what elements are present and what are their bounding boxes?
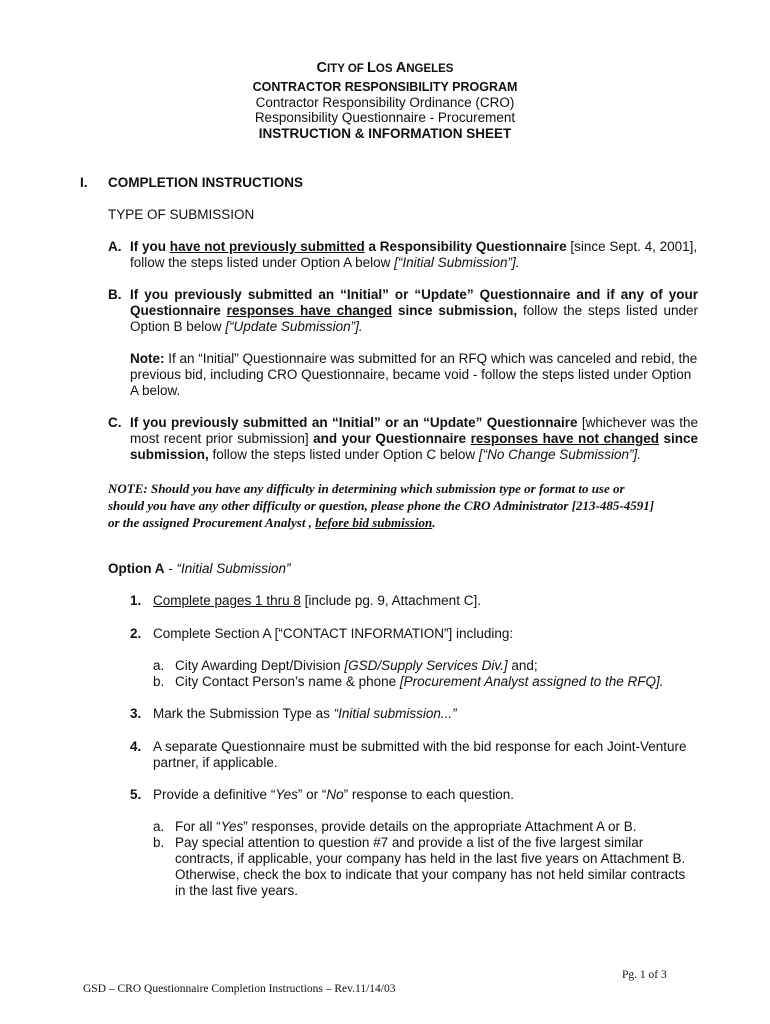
step-number: 4.: [130, 739, 142, 754]
initial-note: Note: If an “Initial” Questionnaire was submitted for an RFQ which was canceled and rebid, the previous bid, including CRO Questionnaire, became void - follow the steps listed under Option A below.: [130, 351, 698, 398]
difficulty-note: NOTE: Should you have any difficulty in determining which submission type or format to use or should you have any other difficulty or question, please phone the CRO Administrator [213-485-4591] or the assigned Procurement Analyst , before bid submission.: [108, 481, 655, 530]
item-c-text: If you previously submitted an “Initial” or an “Update” Questionnaire [whichever was the most recent prior submission] and your Questionnaire responses have not changed since submission, follow the steps listed under Option C below [“No Change Submission”].: [130, 415, 698, 462]
step-2-text: Complete Section A [“CONTACT INFORMATION”] including:: [153, 626, 514, 641]
step-5b-text: Pay special attention to question #7 and provide a list of the five largest similar contracts, if applicable, your company has held in the last five years on Attachment B. Otherwise, check the box to indicate that your company has not held similar contracts in the last five years.: [175, 835, 686, 898]
ordinance-title: Contractor Responsibility Ordinance (CRO): [255, 95, 515, 110]
questionnaire-title: Responsibility Questionnaire - Procurement: [254, 110, 516, 125]
item-b-letter: B.: [108, 287, 122, 302]
program-title: CONTRACTOR RESPONSIBILITY PROGRAM: [252, 80, 518, 94]
step-5a-text: For all “Yes” responses, provide details on the appropriate Attachment A or B.: [175, 819, 637, 834]
item-a-text: If you have not previously submitted a Responsibility Questionnaire [since Sept. 4, 2001], follow the steps listed under Option A below [“Initial Submission”].: [130, 239, 698, 270]
sub-letter: b.: [153, 835, 165, 850]
item-b-text: If you previously submitted an “Initial” or “Update” Questionnaire and if any of your Questionnaire responses have changed since submission, follow the steps listed under Option B below [“Update Submission”].: [130, 287, 698, 334]
sub-letter: b.: [153, 674, 165, 689]
item-a-letter: A.: [108, 239, 122, 254]
step-1-text: Complete pages 1 thru 8 [include pg. 9, Attachment C].: [153, 593, 481, 608]
sub-letter: a.: [153, 658, 165, 673]
step-number: 5.: [130, 787, 142, 802]
section-numeral: I.: [80, 175, 88, 190]
step-number: 1.: [130, 593, 142, 608]
item-c-letter: C.: [108, 415, 122, 430]
step-4-text: A separate Questionnaire must be submitted with the bid response for each Joint-Venture partner, if applicable.: [153, 739, 687, 770]
step-number: 3.: [130, 706, 142, 721]
city-title: CITY OF LOS ANGELES: [316, 60, 454, 76]
step-number: 2.: [130, 626, 142, 641]
option-a-heading: Option A - “Initial Submission”: [108, 561, 291, 576]
submission-type-heading: TYPE OF SUBMISSION: [108, 207, 255, 222]
page-number: Pg. 1 of 3: [622, 969, 667, 981]
sub-letter: a.: [153, 819, 165, 834]
step-5-text: Provide a definitive “Yes” or “No” response to each question.: [153, 787, 514, 802]
section-title: COMPLETION INSTRUCTIONS: [108, 175, 303, 190]
step-3-text: Mark the Submission Type as “Initial submission...”: [153, 706, 457, 721]
footer-text: GSD – CRO Questionnaire Completion Instructions – Rev.11/14/03: [83, 983, 396, 995]
sheet-title: INSTRUCTION & INFORMATION SHEET: [258, 126, 512, 141]
step-2a-text: City Awarding Dept/Division [GSD/Supply Services Div.] and;: [175, 658, 538, 673]
step-2b-text: City Contact Person’s name & phone [Procurement Analyst assigned to the RFQ].: [175, 674, 664, 689]
